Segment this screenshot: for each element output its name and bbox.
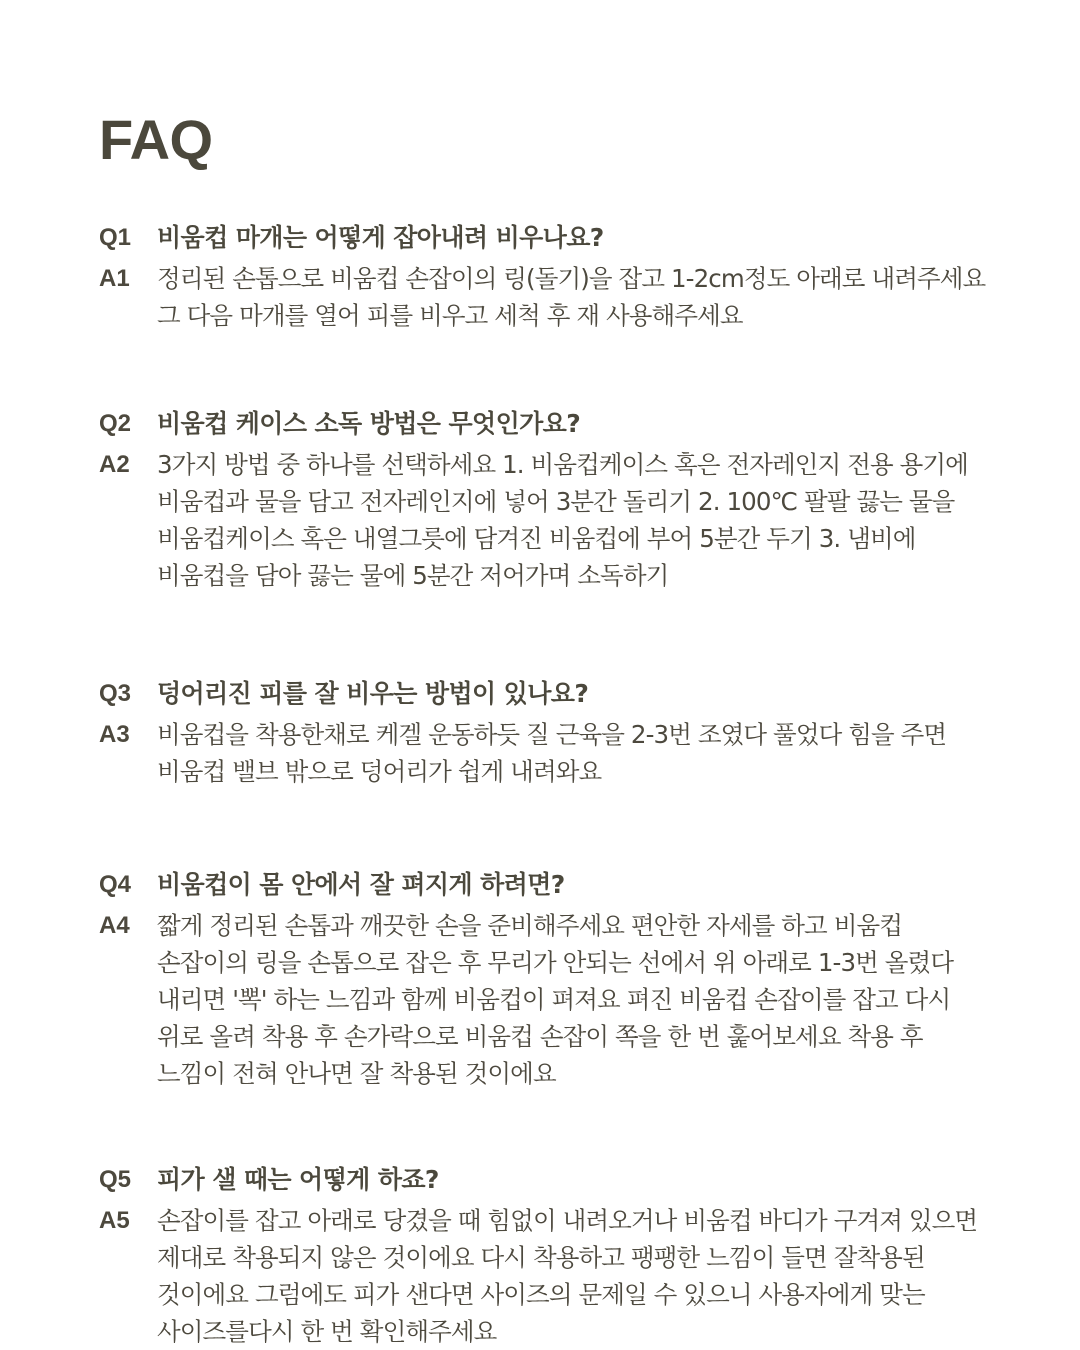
question-text: 비움컵이 몸 안에서 잘 펴지게 하려면? [157, 870, 565, 899]
answer-row [99, 1202, 999, 1350]
answer-text: 손잡이를 잡고 아래로 당겼을 때 힘없이 내려오거나 비움컵 바디가 구겨져 있으면 제대로 착용되지 않은 것이에요 다시 착용하고 팽팽한 느낌이 들면 잘착용된 것이에요 그럼에도 피가 샌다면 사이즈의 문제일 수 있으니 사용자에게 맞는 사이즈를다시 한 번 확인해주세요 [157, 1206, 978, 1346]
question-row [99, 1162, 999, 1198]
answer-label: A4 [99, 912, 130, 939]
faq-item-1 [99, 220, 999, 334]
answer-label: A5 [99, 1207, 130, 1234]
answer-text: 정리된 손톱으로 비움컵 손잡이의 링(돌기)을 잡고 1-2cm정도 아래로 내려주세요 그 다음 마개를 열어 피를 비우고 세척 후 재 사용해주세요 [157, 264, 986, 330]
question-text: 덩어리진 피를 잘 비우는 방법이 있나요? [157, 679, 589, 708]
question-label: Q5 [99, 1166, 132, 1193]
answer-row [99, 716, 999, 790]
answer-label: A3 [99, 721, 130, 748]
faq-item-5 [99, 1162, 999, 1350]
question-row [99, 406, 999, 442]
answer-label: A1 [99, 265, 130, 292]
answer-row [99, 446, 999, 594]
question-label: Q4 [99, 871, 132, 898]
answer-label: A2 [99, 451, 130, 478]
answer-row [99, 260, 999, 334]
question-label: Q3 [99, 680, 132, 707]
question-text: 비움컵 케이스 소독 방법은 무엇인가요? [157, 409, 581, 438]
question-text: 피가 샐 때는 어떻게 하죠? [157, 1165, 439, 1194]
answer-text: 3가지 방법 중 하나를 선택하세요 1. 비움컵케이스 혹은 전자레인지 전용 용기에 비움컵과 물을 담고 전자레인지에 넣어 3분간 돌리기 2. 100℃ 팔팔 끓는 물을 비움컵케이스 혹은 내열그릇에 담겨진 비움컵에 부어 5분간 두기 3. 냄비에 비움컵을 담아 끓는 물에 5분간 저어가며 소독하기 [157, 450, 968, 590]
question-row [99, 676, 999, 712]
page-title: FAQ [99, 108, 213, 171]
answer-text: 짧게 정리된 손톱과 깨끗한 손을 준비해주세요 편안한 자세를 하고 비움컵 손잡이의 링을 손톱으로 잡은 후 무리가 안되는 선에서 위 아래로 1-3번 올렸다 내리면 '뽁' 하는 느낌과 함께 비움컵이 펴져요 펴진 비움컵 손잡이를 잡고 다시 위로 올려 착용 후 손가락으로 비움컵 손잡이 쪽을 한 번 훑어보세요 착용 후 느낌이 전혀 안나면 잘 착용된 것이에요 [157, 911, 954, 1088]
question-label: Q2 [99, 410, 132, 437]
answer-row [99, 907, 999, 1092]
question-label: Q1 [99, 224, 132, 251]
faq-item-3 [99, 676, 999, 790]
faq-item-4 [99, 867, 999, 1092]
faq-item-2 [99, 406, 999, 594]
question-text: 비움컵 마개는 어떻게 잡아내려 비우나요? [157, 223, 604, 252]
question-row [99, 867, 999, 903]
question-row [99, 220, 999, 256]
answer-text: 비움컵을 착용한채로 케겔 운동하듯 질 근육을 2-3번 조였다 풀었다 힘을 주면 비움컵 밸브 밖으로 덩어리가 쉽게 내려와요 [157, 720, 947, 786]
